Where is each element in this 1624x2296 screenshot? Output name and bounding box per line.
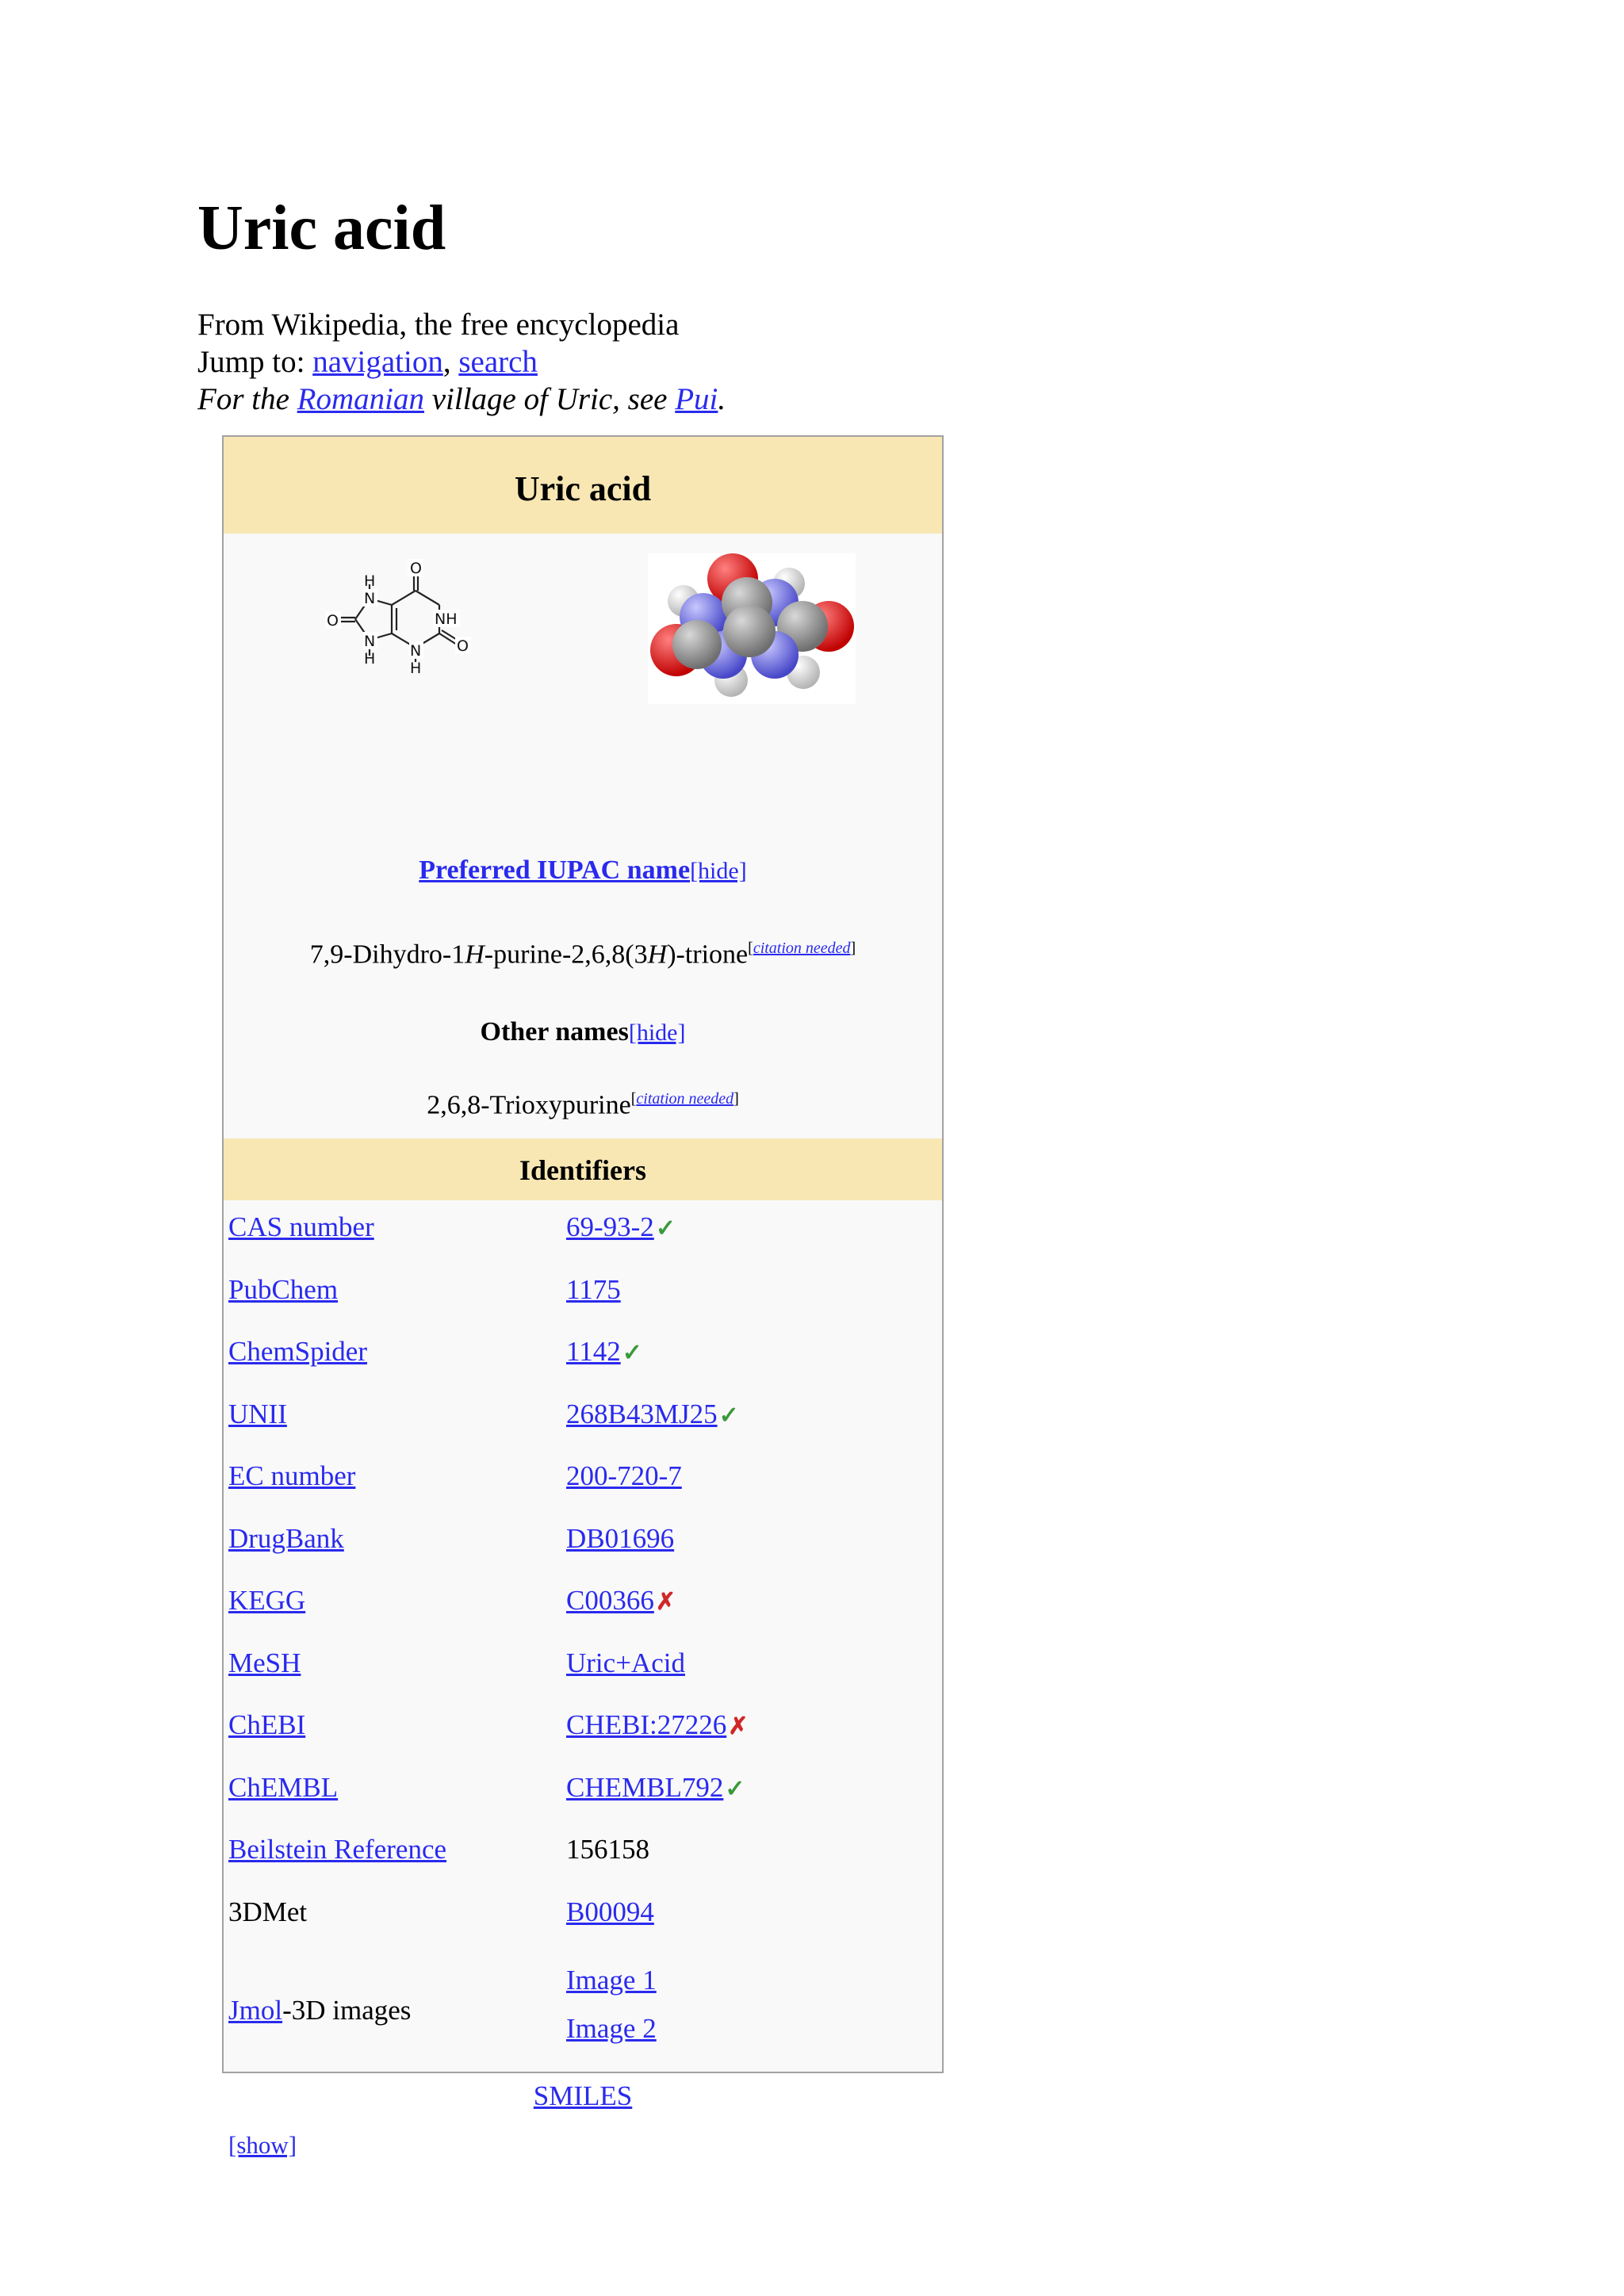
citation-needed-2: [citation needed] xyxy=(630,1090,739,1108)
identifier-value-text[interactable]: Uric+Acid xyxy=(566,1647,685,1678)
smiles-show-toggle[interactable]: [show] xyxy=(228,2131,297,2159)
pui-link[interactable]: Pui xyxy=(675,382,718,416)
iupac-name: 7,9-Dihydro-1H-purine-2,6,8(3H)-trione[citation needed] xyxy=(309,939,856,970)
identifier-value-text[interactable]: 200-720-7 xyxy=(566,1460,682,1491)
identifier-key xyxy=(228,1709,305,1741)
svg-text:H: H xyxy=(364,650,376,668)
svg-text:O: O xyxy=(457,637,469,655)
identifier-key-text[interactable]: Beilstein Reference xyxy=(228,1834,447,1865)
identifier-key-text[interactable]: KEGG xyxy=(228,1585,306,1616)
smiles-show-toggle-row xyxy=(228,2131,297,2160)
identifier-value-text[interactable]: CHEMBL792 xyxy=(566,1771,724,1803)
hatnote-suffix: . xyxy=(718,382,726,416)
identifier-row xyxy=(228,1772,934,1835)
identifier-value xyxy=(566,1709,748,1741)
identifier-key-text[interactable]: PubChem xyxy=(228,1273,339,1305)
iupac-hide-toggle[interactable]: [hide] xyxy=(690,858,747,884)
svg-text:H: H xyxy=(364,572,376,590)
svg-text:NH: NH xyxy=(435,610,458,628)
identifier-key xyxy=(228,1460,355,1492)
other-names-hide-toggle[interactable]: [hide] xyxy=(628,1020,686,1046)
citation-needed-link-1[interactable]: citation needed xyxy=(753,939,851,957)
citation-needed-1: [citation needed] xyxy=(748,939,856,957)
identifier-value xyxy=(566,1585,676,1617)
identifier-key-text[interactable]: ChEMBL xyxy=(228,1771,339,1803)
identifier-key xyxy=(228,1772,338,1804)
space-filling-model-image[interactable] xyxy=(648,553,856,704)
identifier-value xyxy=(566,1336,642,1368)
hatnote-middle: village of Uric, see xyxy=(423,382,676,416)
identifier-row xyxy=(228,1211,934,1274)
identifier-row xyxy=(228,1647,934,1710)
svg-text:N: N xyxy=(364,633,376,650)
identifier-value-text[interactable]: B00094 xyxy=(566,1896,654,1927)
identifiers-table xyxy=(228,1211,934,2069)
identifier-key-text: 3DMet xyxy=(228,1896,308,1927)
identifier-key-text[interactable]: EC number xyxy=(228,1460,356,1491)
identifier-value xyxy=(566,1274,621,1306)
identifier-key xyxy=(228,1647,301,1679)
identifier-key-text[interactable]: ChemSpider xyxy=(228,1336,367,1367)
identifier-key-text[interactable]: UNII xyxy=(228,1398,287,1429)
skeletal-formula-image[interactable] xyxy=(287,557,501,708)
identifier-row xyxy=(228,1274,934,1337)
identifier-value xyxy=(566,1523,674,1555)
identifier-value-text[interactable]: 69-93-2 xyxy=(566,1211,654,1242)
smiles-row xyxy=(224,2080,942,2112)
verified-check-icon[interactable]: ✓ xyxy=(725,1775,745,1802)
svg-text:N: N xyxy=(364,590,376,607)
identifier-key xyxy=(228,1274,338,1306)
jmol-link[interactable]: Jmol xyxy=(228,1995,283,2026)
hatnote xyxy=(197,381,726,418)
svg-text:N: N xyxy=(410,642,422,660)
jump-separator: , xyxy=(442,345,459,379)
jmol-label: Jmol-3D images xyxy=(228,1995,412,2026)
infobox-images xyxy=(224,534,942,2159)
identifier-value-text[interactable]: 268B43MJ25 xyxy=(566,1398,718,1429)
identifier-key xyxy=(228,1834,446,1866)
identifier-row xyxy=(228,1585,934,1647)
tagline: From Wikipedia, the free encyclopedia xyxy=(197,308,680,342)
search-link[interactable]: search xyxy=(458,345,538,379)
svg-text:O: O xyxy=(410,560,422,577)
identifier-key-text[interactable]: MeSH xyxy=(228,1647,301,1678)
infobox-title: Uric acid xyxy=(224,437,942,534)
identifier-row xyxy=(228,1709,934,1772)
verified-check-icon[interactable]: ✓ xyxy=(655,1215,676,1242)
identifier-key xyxy=(228,1211,374,1243)
identifiers-header: Identifiers xyxy=(224,1138,942,1200)
identifier-row xyxy=(228,1896,934,1959)
verified-check-icon[interactable]: ✓ xyxy=(622,1340,642,1366)
identifier-value-text[interactable]: 1175 xyxy=(566,1273,621,1305)
verified-check-icon[interactable]: ✓ xyxy=(718,1402,739,1429)
identifier-row xyxy=(228,1460,934,1523)
identifier-value-text[interactable]: DB01696 xyxy=(566,1522,675,1554)
identifier-value-text[interactable]: C00366 xyxy=(566,1585,654,1616)
identifier-value xyxy=(566,1834,649,1866)
identifier-key xyxy=(228,1336,367,1368)
identifier-value xyxy=(566,1772,745,1804)
identifier-key-text[interactable]: CAS number xyxy=(228,1211,374,1242)
image-1-link[interactable]: Image 1 xyxy=(566,1965,657,1996)
other-name-value: 2,6,8-Trioxypurine[citation needed] xyxy=(427,1090,739,1120)
jump-prefix: Jump to: xyxy=(197,345,313,379)
other-names-header xyxy=(224,1017,942,1047)
unverified-cross-icon[interactable]: ✗ xyxy=(655,1589,676,1615)
identifier-key xyxy=(228,1896,307,1928)
jmol-row xyxy=(228,1958,934,2069)
navigation-link[interactable]: navigation xyxy=(312,345,443,379)
identifier-value-text: 156158 xyxy=(566,1834,649,1865)
hatnote-prefix: For the xyxy=(197,382,297,416)
identifier-key xyxy=(228,1585,305,1617)
identifier-value xyxy=(566,1399,739,1430)
svg-text:O: O xyxy=(327,612,339,629)
citation-needed-link-2[interactable]: citation needed xyxy=(636,1090,734,1108)
romanian-link[interactable]: Romanian xyxy=(297,382,424,416)
other-names-label: Other names xyxy=(480,1017,629,1047)
identifier-key-text[interactable]: ChEBI xyxy=(228,1709,306,1740)
page-meta xyxy=(197,306,726,418)
identifier-value xyxy=(566,1647,685,1679)
identifier-row xyxy=(228,1399,934,1461)
identifier-key-text[interactable]: DrugBank xyxy=(228,1522,344,1554)
unverified-cross-icon[interactable]: ✗ xyxy=(728,1713,749,1739)
preferred-iupac-name-link[interactable]: Preferred IUPAC name xyxy=(419,855,691,885)
infobox xyxy=(222,435,944,2159)
identifier-value xyxy=(566,1211,676,1243)
identifier-row xyxy=(228,1336,934,1399)
jump-links xyxy=(197,343,726,381)
iupac-header xyxy=(224,855,942,886)
identifier-value xyxy=(566,1896,654,1928)
identifier-key xyxy=(228,1523,344,1555)
identifier-value-text[interactable]: 1142 xyxy=(566,1336,621,1367)
identifier-value xyxy=(566,1460,682,1492)
svg-text:H: H xyxy=(410,660,422,677)
identifier-row xyxy=(228,1523,934,1586)
identifier-row xyxy=(228,1834,934,1896)
identifier-value-text[interactable]: CHEBI:27226 xyxy=(566,1709,727,1740)
page-title: Uric acid xyxy=(197,193,446,263)
identifier-key xyxy=(228,1399,287,1430)
image-2-link[interactable]: Image 2 xyxy=(566,2013,657,2044)
smiles-link[interactable]: SMILES xyxy=(533,2080,633,2111)
